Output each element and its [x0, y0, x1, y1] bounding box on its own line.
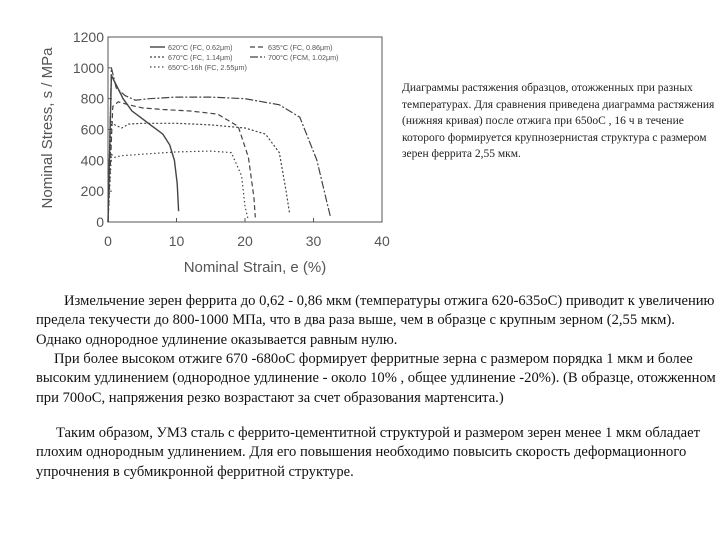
chart-ticks: [73, 29, 390, 249]
paragraph-1: [36, 292, 716, 350]
y-tick-label: 200: [80, 183, 104, 200]
paragraph-1-text: Измельчение зерен феррита до 0,62 - 0,86 мкм (температуры отжига 620-635oC) приводит к увеличению предела текучести до 800-1000 МПа, что в два раза выше, чем в образце с крупным зерном (2,55 мкм). Однако однородное удлинение оказывается равным нулю.: [36, 293, 715, 348]
y-tick-label: 1000: [72, 59, 104, 76]
paragraph-2-text: При более высоком отжиге 670 -680oC формирует ферритные зерна с размером порядка 1 мкм и более высоким удлинением (однородное удлинение - около 10% , общее удлинение -20%). (В образце, отожженном при 700oC, напряжения резко возрастают за счет образования мартенсита.): [36, 351, 716, 406]
chart-legend: [150, 43, 339, 72]
y-axis-label: Nominal Stress, s / MPa: [39, 47, 56, 209]
legend-label: 650°C-16h (FC, 2.55μm): [168, 63, 247, 72]
y-tick-label: 800: [80, 90, 104, 107]
paragraph-2: [36, 350, 716, 408]
paragraph-3: [36, 424, 716, 482]
series-line-4: [108, 68, 331, 222]
legend-label: 635°C (FC, 0.86μm): [268, 43, 333, 52]
y-tick-label: 600: [80, 121, 104, 138]
series-line-2: [108, 102, 255, 222]
x-tick-label: 20: [237, 233, 253, 249]
x-tick-label: 10: [168, 233, 185, 249]
x-tick-label: 40: [374, 233, 390, 249]
legend-label: 700°C (FCM, 1.02μm): [268, 53, 339, 62]
stress-strain-chart: [0, 0, 400, 280]
legend-label: 620°C (FC, 0.62μm): [168, 43, 233, 52]
figure-caption: Диаграммы растяжения образцов, отожженных при разных температурах. Для сравнения приведена диаграмма растяжения (нижняя кривая) после отжига при 650oC , 16 ч в течение которого формируется крупнозернистая структура с размером зерен феррита 2,55 мкм.: [402, 82, 715, 160]
paragraph-3-text: Таким образом, УМЗ сталь с феррито-цементитной структурой и размером зерен менее 1 мкм обладает плохим однородным удлинением. Для его повышения необходимо повысить скорость деформационного упрочнения в субмикронной ферритной структуре.: [36, 425, 700, 480]
y-tick-label: 0: [96, 214, 104, 230]
y-tick-label: 400: [80, 152, 104, 169]
y-tick-label: 1200: [72, 29, 104, 45]
x-tick-label: 30: [305, 233, 322, 249]
x-axis-label: Nominal Strain, e (%): [183, 259, 327, 276]
series-line-5: [108, 151, 248, 222]
x-tick-label: 0: [104, 233, 112, 249]
legend-label: 670°C (FC, 1.14μm): [168, 53, 233, 62]
chart-series-lines: [108, 68, 331, 222]
series-line-3: [108, 122, 290, 222]
